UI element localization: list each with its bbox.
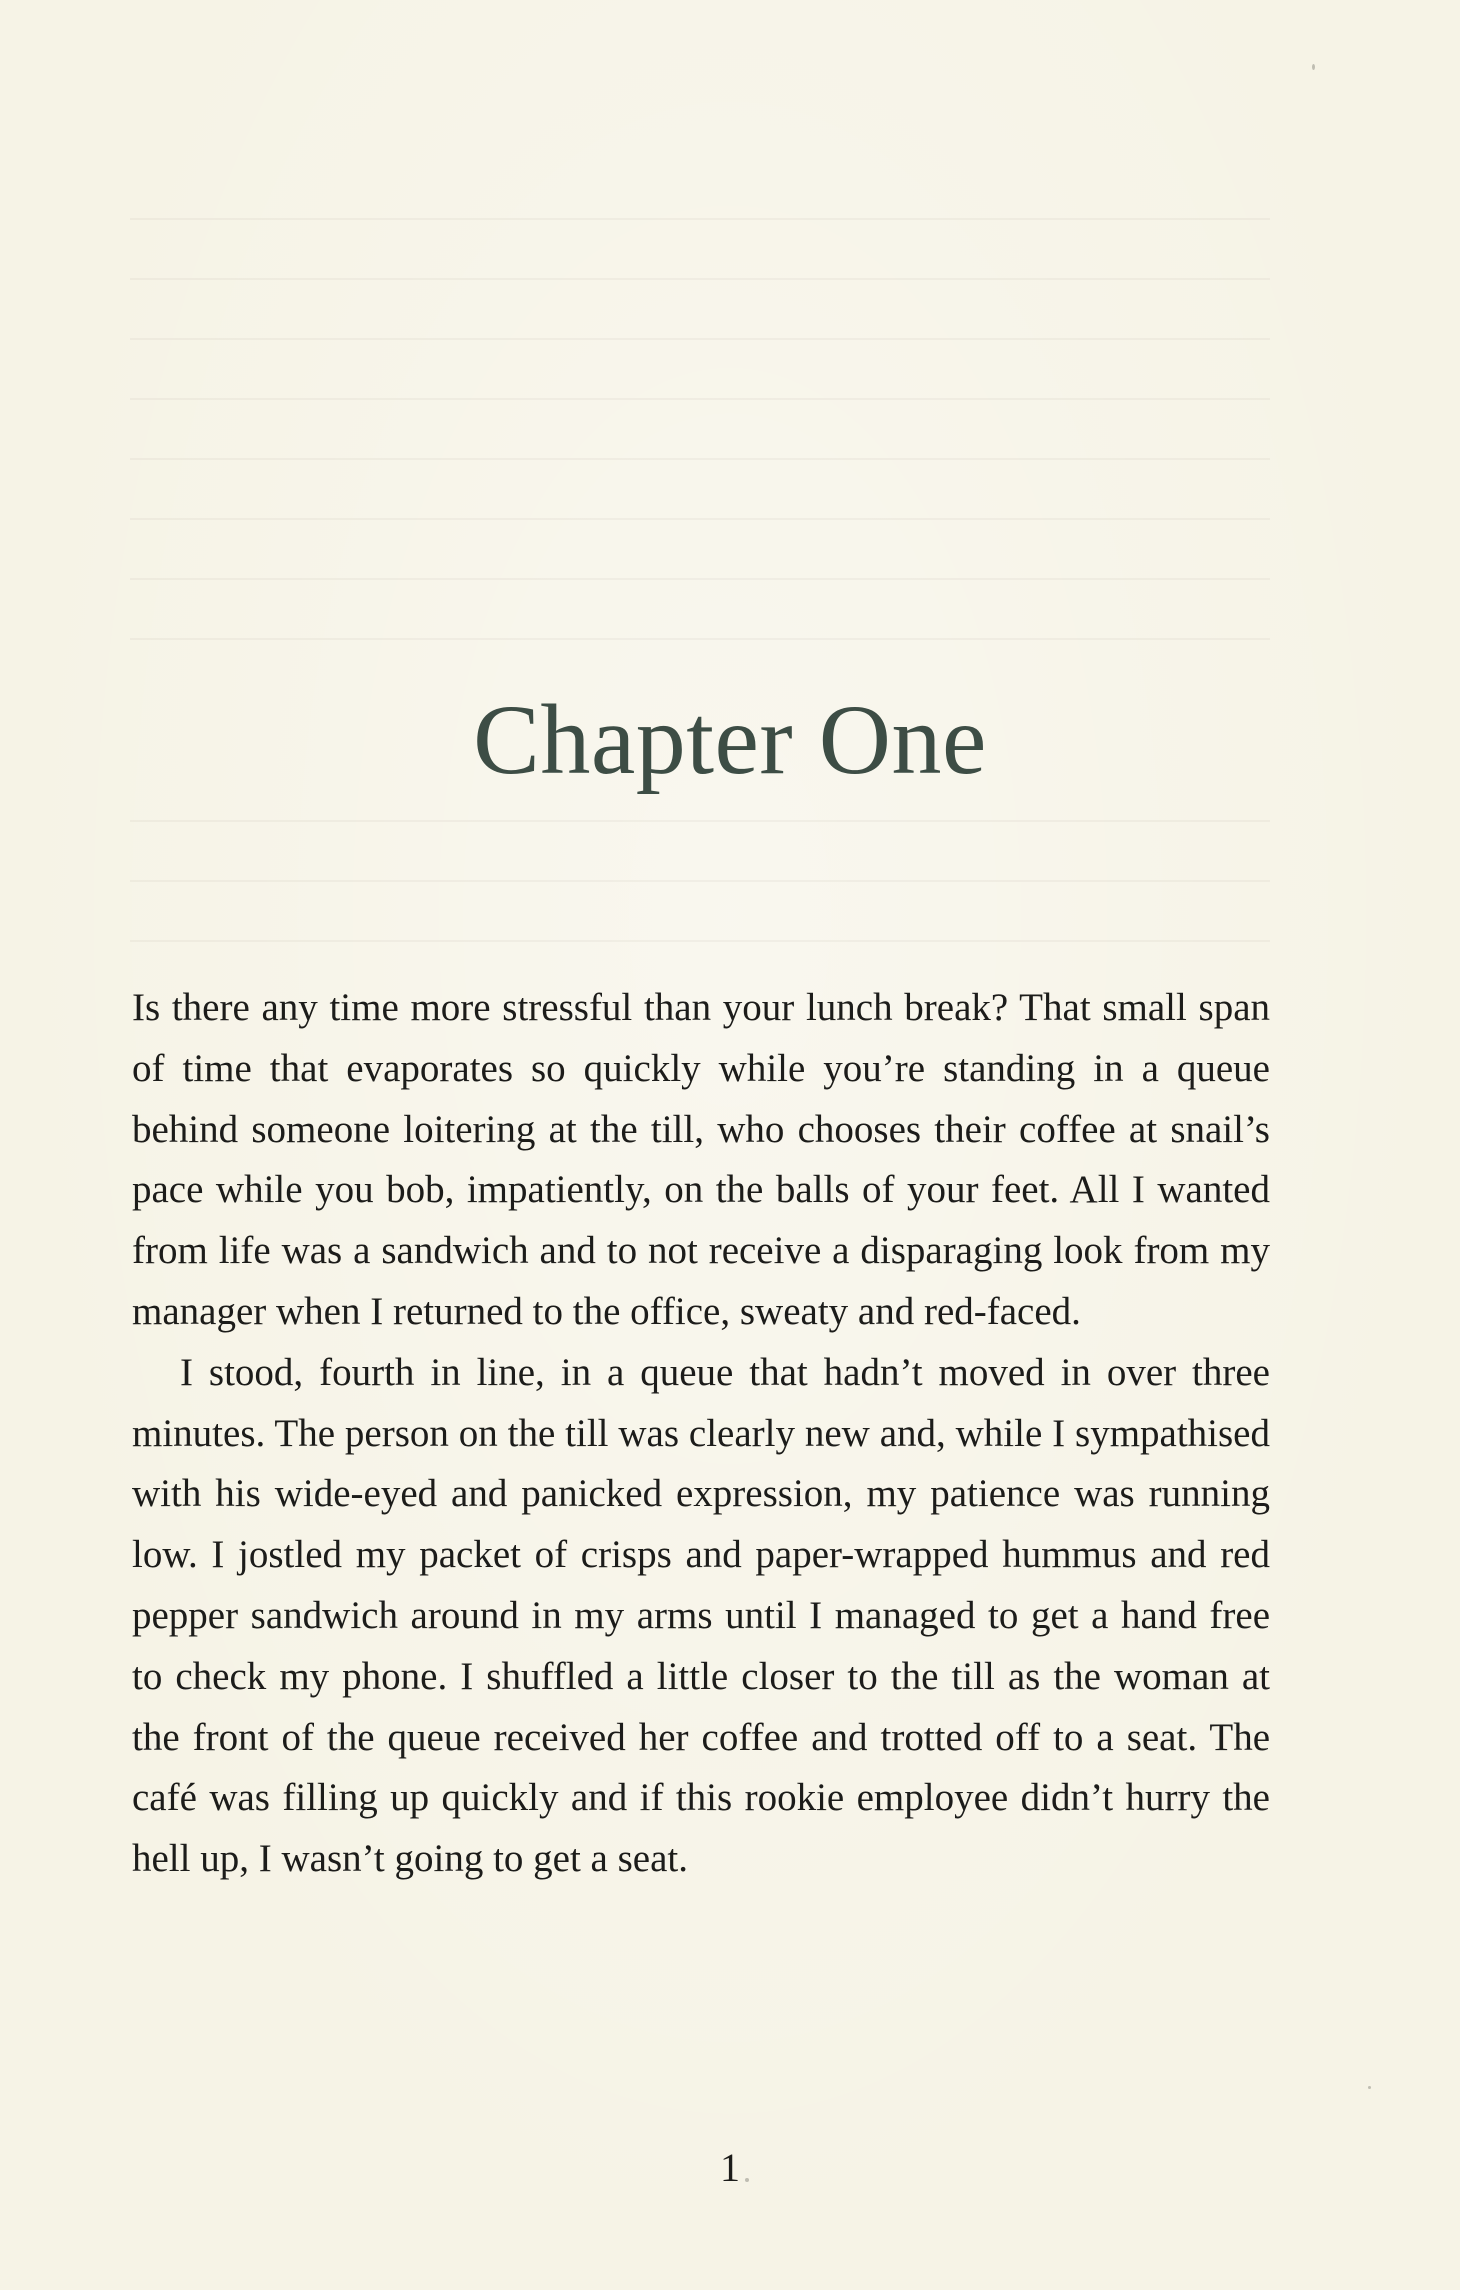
bleed-through-line bbox=[130, 820, 1270, 822]
bleed-through-line bbox=[130, 638, 1270, 640]
bleed-through-line bbox=[130, 458, 1270, 460]
bleed-through-line bbox=[130, 218, 1270, 220]
bleed-through-line bbox=[130, 578, 1270, 580]
dust-speck bbox=[1312, 64, 1315, 70]
paragraph: Is there any time more stressful than your lunch break? That small span of time that evaporates so quickly while you’re standing in a queue behind someone loitering at the till, who chooses their coffee at snail’s pace while you bob, impatiently, on the balls of your feet. All I wanted from life was a sandwich and to not receive a disparaging look from my manager when I returned to the office, sweaty and red-faced. bbox=[132, 986, 1270, 1333]
bleed-through-line bbox=[130, 278, 1270, 280]
body-text bbox=[132, 978, 1270, 1890]
page-number: 1 bbox=[720, 2145, 740, 2190]
paragraph: I stood, fourth in line, in a queue that hadn’t moved in over three minutes. The person on the till was clearly new and, while I sympathised with his wide-eyed and panicked expression, my patience was running low. I jostled my packet of crisps and paper-wrapped hummus and red pepper sandwich around in my arms until I managed to get a hand free to check my phone. I shuffled a little closer to the till as the woman at the front of the queue received her coffee and trotted off to a seat. The café was filling up quickly and if this rookie employee didn’t hurry the hell up, I wasn’t going to get a seat. bbox=[132, 1350, 1270, 1881]
bleed-through-line bbox=[130, 880, 1270, 882]
bleed-through-line bbox=[130, 518, 1270, 520]
chapter-title: Chapter One bbox=[473, 684, 987, 795]
bleed-through-line bbox=[130, 398, 1270, 400]
dust-speck bbox=[1368, 2086, 1371, 2089]
bleed-through-line bbox=[130, 338, 1270, 340]
bleed-through-line bbox=[130, 940, 1270, 942]
dust-speck bbox=[745, 2178, 749, 2182]
